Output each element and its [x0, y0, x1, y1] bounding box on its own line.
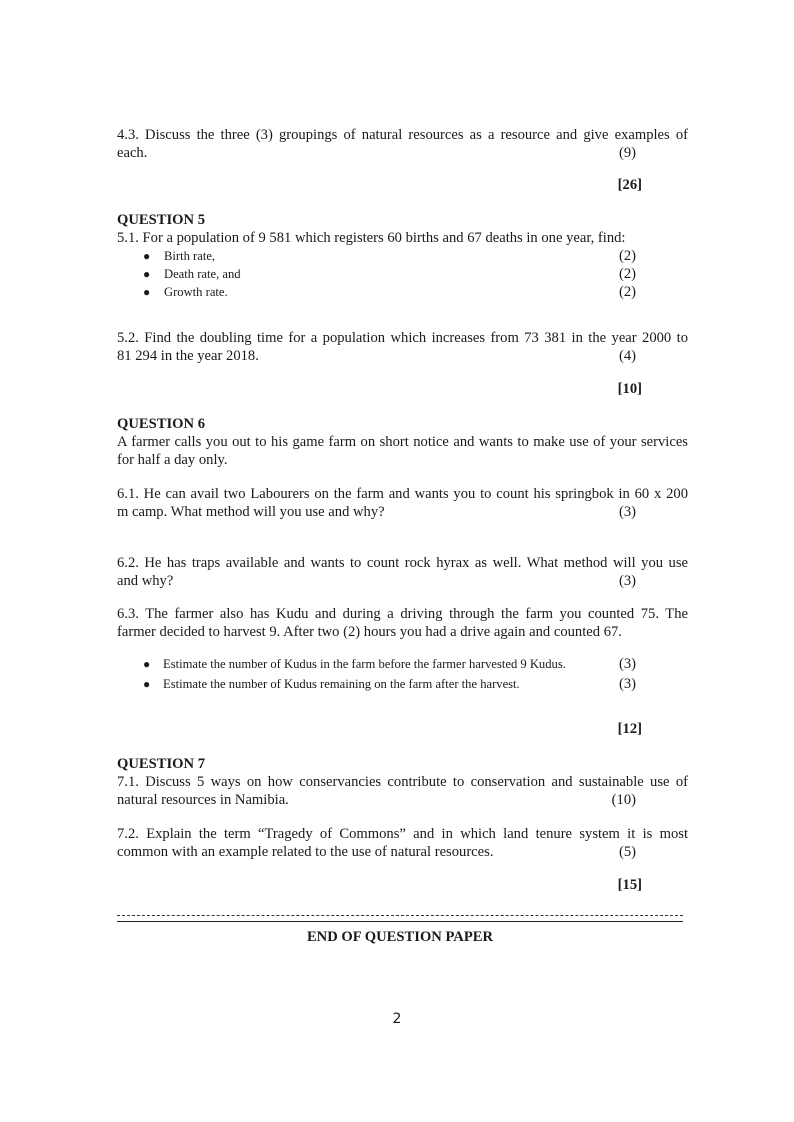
section-total: [10]	[617, 381, 642, 397]
section-total: [12]	[617, 721, 642, 737]
question-text: 7.1. Discuss 5 ways on how conservancies contribute to conservation and sustainable use of	[117, 774, 688, 790]
dashed-divider	[117, 915, 683, 916]
question-text: 5.1. For a population of 9 581 which registers 60 births and 67 deaths in one year, find:	[117, 230, 626, 246]
section-total: [26]	[617, 177, 642, 193]
question-text: and why?	[117, 573, 174, 589]
question-text: common with an example related to the use of natural resources.	[117, 844, 494, 860]
mark: (9)	[618, 145, 636, 161]
bullet-icon: ●	[143, 267, 151, 281]
question-text: 6.3. The farmer also has Kudu and during a driving through the farm you counted 75. The	[117, 606, 688, 622]
question-text: 6.2. He has traps available and wants to count rock hyrax as well. What method will you use	[117, 555, 688, 571]
solid-divider	[117, 921, 683, 922]
question-text: 81 294 in the year 2018.	[117, 348, 259, 364]
bullet-text: Growth rate.	[164, 285, 228, 299]
bullet-icon: ●	[143, 677, 151, 691]
section-total: [15]	[617, 877, 642, 893]
intro-text: for half a day only.	[117, 452, 228, 468]
mark: (3)	[618, 504, 636, 520]
question-text: each.	[117, 145, 148, 161]
bullet-text: Estimate the number of Kudus in the farm before the farmer harvested 9 Kudus.	[163, 657, 566, 671]
mark: (2)	[618, 248, 636, 264]
section-heading: QUESTION 5	[117, 212, 205, 228]
mark: (3)	[618, 656, 636, 672]
bullet-text: Estimate the number of Kudus remaining on the farm after the harvest.	[163, 677, 520, 691]
page-number: 2	[392, 1011, 402, 1027]
mark: (4)	[618, 348, 636, 364]
end-of-paper-label: END OF QUESTION PAPER	[306, 929, 494, 945]
bullet-text: Death rate, and	[164, 267, 241, 281]
bullet-icon: ●	[143, 285, 151, 299]
question-text: farmer decided to harvest 9. After two (2) hours you had a drive again and counted 67.	[117, 624, 622, 640]
question-text: natural resources in Namibia.	[117, 792, 289, 808]
bullet-icon: ●	[143, 249, 151, 263]
question-text: m camp. What method will you use and why?	[117, 504, 385, 520]
question-text: 6.1. He can avail two Labourers on the farm and wants you to count his springbok in 60 x 200	[117, 486, 688, 502]
bullet-icon: ●	[143, 657, 151, 671]
bullet-text: Birth rate,	[164, 249, 216, 263]
mark: (3)	[618, 676, 636, 692]
mark: (2)	[618, 284, 636, 300]
mark: (5)	[618, 844, 636, 860]
question-text: 5.2. Find the doubling time for a population which increases from 73 381 in the year 2000 to	[117, 330, 688, 346]
section-heading: QUESTION 6	[117, 416, 205, 432]
question-text: 4.3. Discuss the three (3) groupings of natural resources as a resource and give examples of	[117, 127, 688, 143]
mark: (3)	[618, 573, 636, 589]
section-heading: QUESTION 7	[117, 756, 205, 772]
intro-text: A farmer calls you out to his game farm on short notice and wants to make use of your services	[117, 434, 688, 450]
mark: (10)	[611, 792, 636, 808]
mark: (2)	[618, 266, 636, 282]
question-text: 7.2. Explain the term “Tragedy of Commons” and in which land tenure system it is most	[117, 826, 688, 842]
